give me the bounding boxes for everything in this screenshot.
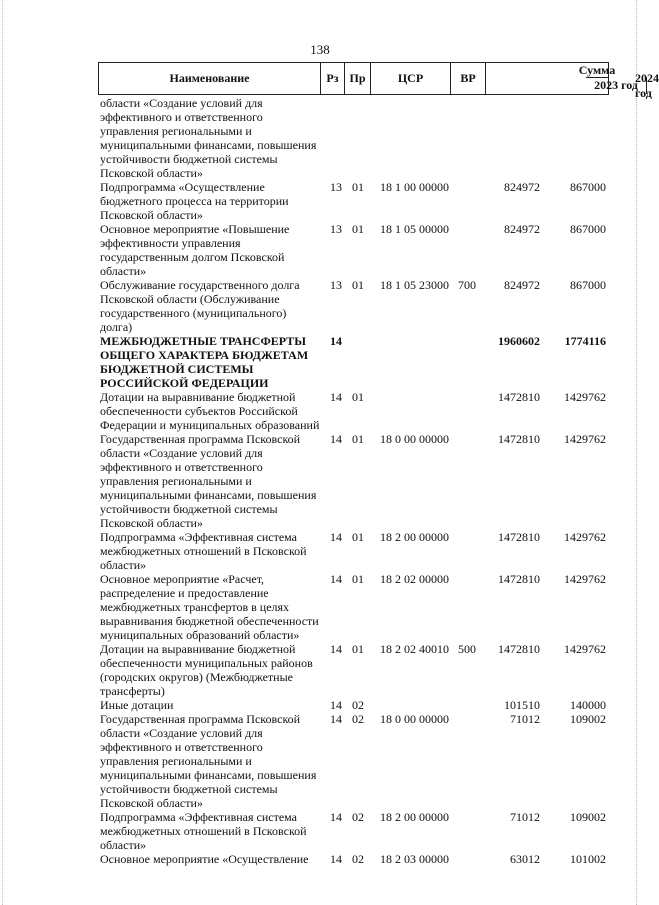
row-pr: 01 [352, 572, 364, 586]
row-rz: 13 [330, 278, 342, 292]
row-amount-2024: 1429762 [564, 572, 606, 586]
row-pr: 01 [352, 390, 364, 404]
row-amount-2024: 1429762 [564, 530, 606, 544]
row-pr: 01 [352, 432, 364, 446]
row-amount-2024: 109002 [570, 810, 606, 824]
row-name: Подпрограмма «Осуществление бюджетного процесса на территории Псковской области» [100, 180, 289, 222]
header-vr: ВР [451, 63, 486, 94]
table-header: Наименование Рз Пр ЦСР ВР Сумма 2023 год 2024 год [98, 62, 609, 95]
table-row [0, 222, 640, 278]
row-amount-2023: 101510 [504, 698, 540, 712]
row-name: Основное мероприятие «Осуществление [100, 852, 309, 866]
row-rz: 13 [330, 180, 342, 194]
row-rz: 14 [330, 810, 342, 824]
row-amount-2023: 824972 [504, 222, 540, 236]
row-amount-2024: 1774116 [564, 334, 606, 348]
row-rz: 14 [330, 530, 342, 544]
row-amount-2023: 1472810 [498, 572, 540, 586]
row-rz: 13 [330, 222, 342, 236]
row-name: Дотации на выравнивание бюджетной обеспеченности муниципальных районов (городских округов) (Межбюджетные трансферты) [100, 642, 313, 698]
table-row [0, 96, 640, 180]
row-name: Основное мероприятие «Расчет, распределение и предоставление межбюджетных трансфертов в целях выравнивания бюджетной обеспеченности муниципальных образований области» [100, 572, 319, 642]
row-name: Подпрограмма «Эффективная система межбюджетных отношений в Псковской области» [100, 810, 307, 852]
row-name: МЕЖБЮДЖЕТНЫЕ ТРАНСФЕРТЫ ОБЩЕГО ХАРАКТЕРА БЮДЖЕТАМ БЮДЖЕТНОЙ СИСТЕМЫ РОССИЙСКОЙ ФЕДЕРАЦИИ [100, 334, 309, 390]
row-pr: 01 [352, 278, 364, 292]
row-name: Иные дотации [100, 698, 174, 712]
row-rz: 14 [330, 642, 342, 656]
row-amount-2023: 1472810 [498, 432, 540, 446]
row-amount-2023: 1472810 [498, 530, 540, 544]
header-year-2023: 2023 год [586, 77, 647, 94]
row-csr: 18 0 00 00000 [380, 712, 449, 726]
row-amount-2024: 109002 [570, 712, 606, 726]
row-vr: 500 [458, 642, 476, 656]
table-row [0, 390, 640, 432]
row-pr: 01 [352, 222, 364, 236]
page-number: 138 [310, 42, 330, 57]
row-csr: 18 1 05 00000 [380, 222, 449, 236]
row-name: области «Создание условий для эффективного и ответственного управления региональными и муниципальными финансами, повышения устойчивости бюджетной системы Псковской области» [100, 96, 317, 180]
row-rz: 14 [330, 698, 342, 712]
row-amount-2024: 101002 [570, 852, 606, 866]
table-row [0, 642, 640, 698]
row-csr: 18 2 00 00000 [380, 810, 449, 824]
row-amount-2024: 1429762 [564, 432, 606, 446]
row-csr: 18 1 05 23000 [380, 278, 449, 292]
row-amount-2023: 63012 [510, 852, 540, 866]
table-row [0, 334, 640, 390]
row-name: Подпрограмма «Эффективная система межбюджетных отношений в Псковской области» [100, 530, 307, 572]
row-csr: 18 2 03 00000 [380, 852, 449, 866]
header-name: Наименование [99, 63, 321, 94]
table-row [0, 712, 640, 810]
row-csr: 18 2 02 40010 [380, 642, 449, 656]
row-name: Дотации на выравнивание бюджетной обеспеченности субъектов Российской Федерации и муниципальных образований [100, 390, 320, 432]
row-amount-2024: 867000 [570, 278, 606, 292]
row-rz: 14 [330, 390, 342, 404]
row-pr: 02 [352, 810, 364, 824]
row-amount-2023: 71012 [510, 712, 540, 726]
row-pr: 02 [352, 852, 364, 866]
table-row [0, 432, 640, 530]
row-amount-2024: 1429762 [564, 642, 606, 656]
row-pr: 01 [352, 642, 364, 656]
row-amount-2024: 1429762 [564, 390, 606, 404]
table-body [0, 96, 640, 866]
row-pr: 01 [352, 530, 364, 544]
row-name: Государственная программа Псковской области «Создание условий для эффективного и ответственного управления региональными и муниципальными финансами, повышения устойчивости бюджетной системы Псковской области» [100, 712, 317, 810]
row-csr: 18 2 00 00000 [380, 530, 449, 544]
row-rz: 14 [330, 712, 342, 726]
row-rz: 14 [330, 334, 342, 348]
row-rz: 14 [330, 432, 342, 446]
header-csr: ЦСР [371, 63, 451, 94]
header-pr: Пр [345, 63, 371, 94]
row-amount-2024: 140000 [570, 698, 606, 712]
table-row [0, 180, 640, 222]
row-amount-2023: 71012 [510, 810, 540, 824]
row-amount-2024: 867000 [570, 180, 606, 194]
row-vr: 700 [458, 278, 476, 292]
row-amount-2023: 1472810 [498, 642, 540, 656]
table-row [0, 810, 640, 852]
row-amount-2023: 1472810 [498, 390, 540, 404]
row-pr: 02 [352, 712, 364, 726]
row-rz: 14 [330, 572, 342, 586]
table-row [0, 852, 640, 866]
table-row [0, 572, 640, 642]
row-rz: 14 [330, 852, 342, 866]
row-csr: 18 1 00 00000 [380, 180, 449, 194]
row-name: Обслуживание государственного долга Псковской области (Обслуживание государственного (муниципального) долга) [100, 278, 300, 334]
row-amount-2023: 824972 [504, 180, 540, 194]
row-csr: 18 2 02 00000 [380, 572, 449, 586]
row-pr: 02 [352, 698, 364, 712]
row-name: Основное мероприятие «Повышение эффективности управления государственным долгом Псковской области» [100, 222, 290, 278]
table-row [0, 530, 640, 572]
header-rz: Рз [321, 63, 345, 94]
row-pr: 01 [352, 180, 364, 194]
table-row [0, 698, 640, 712]
row-name: Государственная программа Псковской области «Создание условий для эффективного и ответственного управления региональными и муниципальными финансами, повышения устойчивости бюджетной системы Псковской области» [100, 432, 317, 530]
table-row [0, 278, 640, 334]
row-amount-2023: 824972 [504, 278, 540, 292]
row-amount-2024: 867000 [570, 222, 606, 236]
row-csr: 18 0 00 00000 [380, 432, 449, 446]
row-amount-2023: 1960602 [498, 334, 540, 348]
header-sum: Сумма [578, 62, 616, 77]
